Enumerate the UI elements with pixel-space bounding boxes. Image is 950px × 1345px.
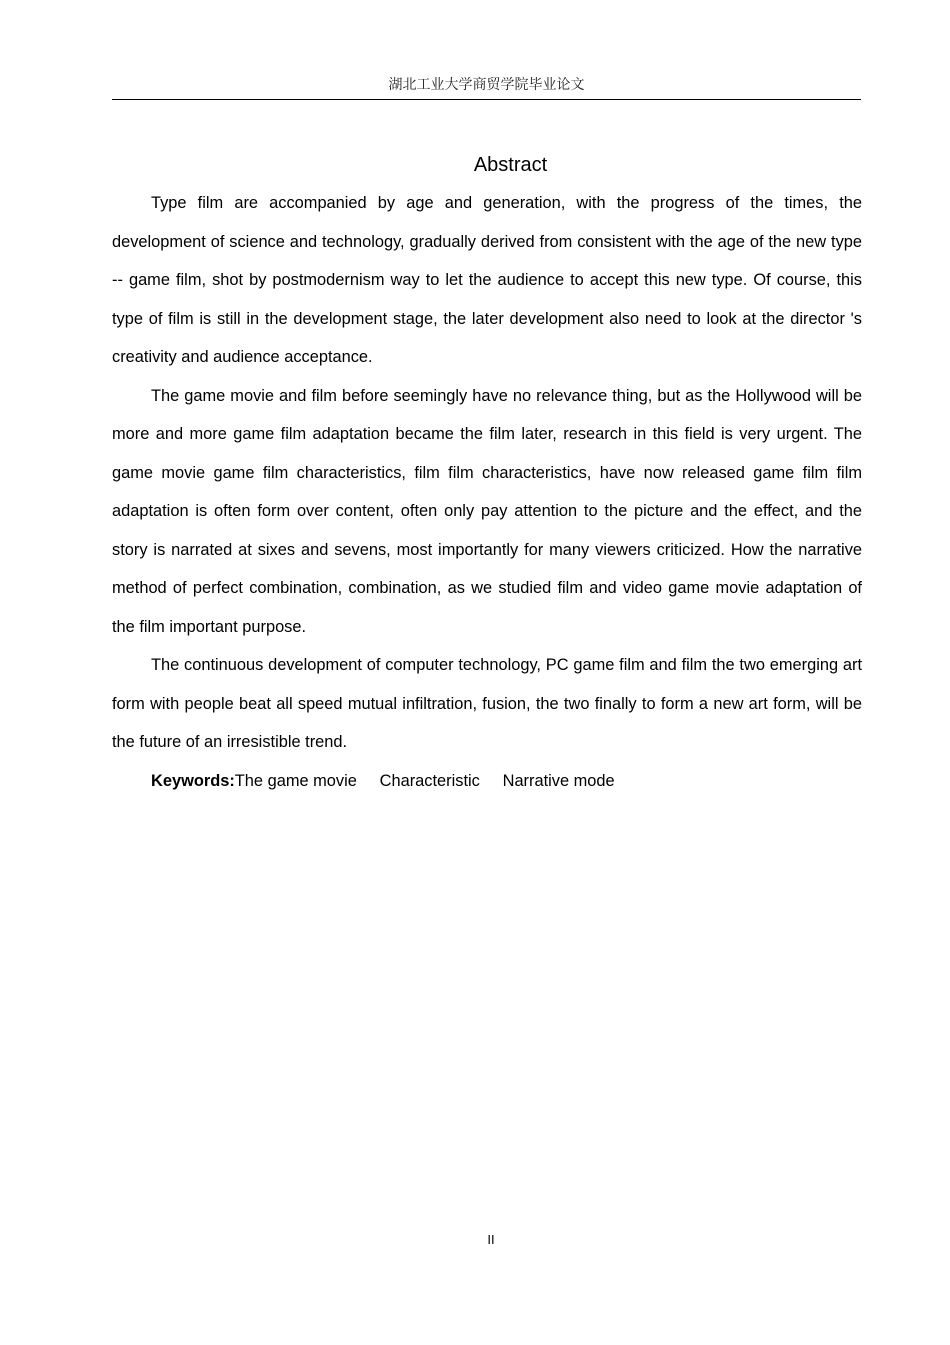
keywords-label: Keywords: [151,771,235,790]
abstract-body [112,184,862,800]
keywords-list: The game movie Characteristic Narrative mode [234,771,615,790]
header-rule [112,99,861,100]
abstract-paragraph-3: The continuous development of computer technology, PC game film and film the two emerging art form with people beat all speed mutual infiltration, fusion, the two finally to form a new art form, will be the future of an irresistible trend. [112,656,862,751]
keywords-line [112,762,862,801]
page-number: II [487,1232,495,1247]
abstract-paragraph-2: The game movie and film before seemingly have no relevance thing, but as the Hollywood will be more and more game film adaptation became the film later, research in this field is very urgent. The game movie game film characteristics, film film characteristics, have now released game film film adaptation is often form over content, often only pay attention to the picture and the effect, and the story is narrated at sixes and sevens, most importantly for many viewers criticized. How the narrative method of perfect combination, combination, as we studied film and video game movie adaptation of the film important purpose. [112,386,862,636]
abstract-title: Abstract [473,154,548,176]
page-header: 湖北工业大学商贸学院毕业论文 [388,77,585,93]
abstract-paragraph-1: Type film are accompanied by age and generation, with the progress of the times, the development of science and technology, gradually derived from consistent with the age of the new type -- game film, shot by postmodernism way to let the audience to accept this new type. Of course, this type of film is still in the development stage, the later development also need to look at the director 's creativity and audience acceptance. [112,194,862,366]
